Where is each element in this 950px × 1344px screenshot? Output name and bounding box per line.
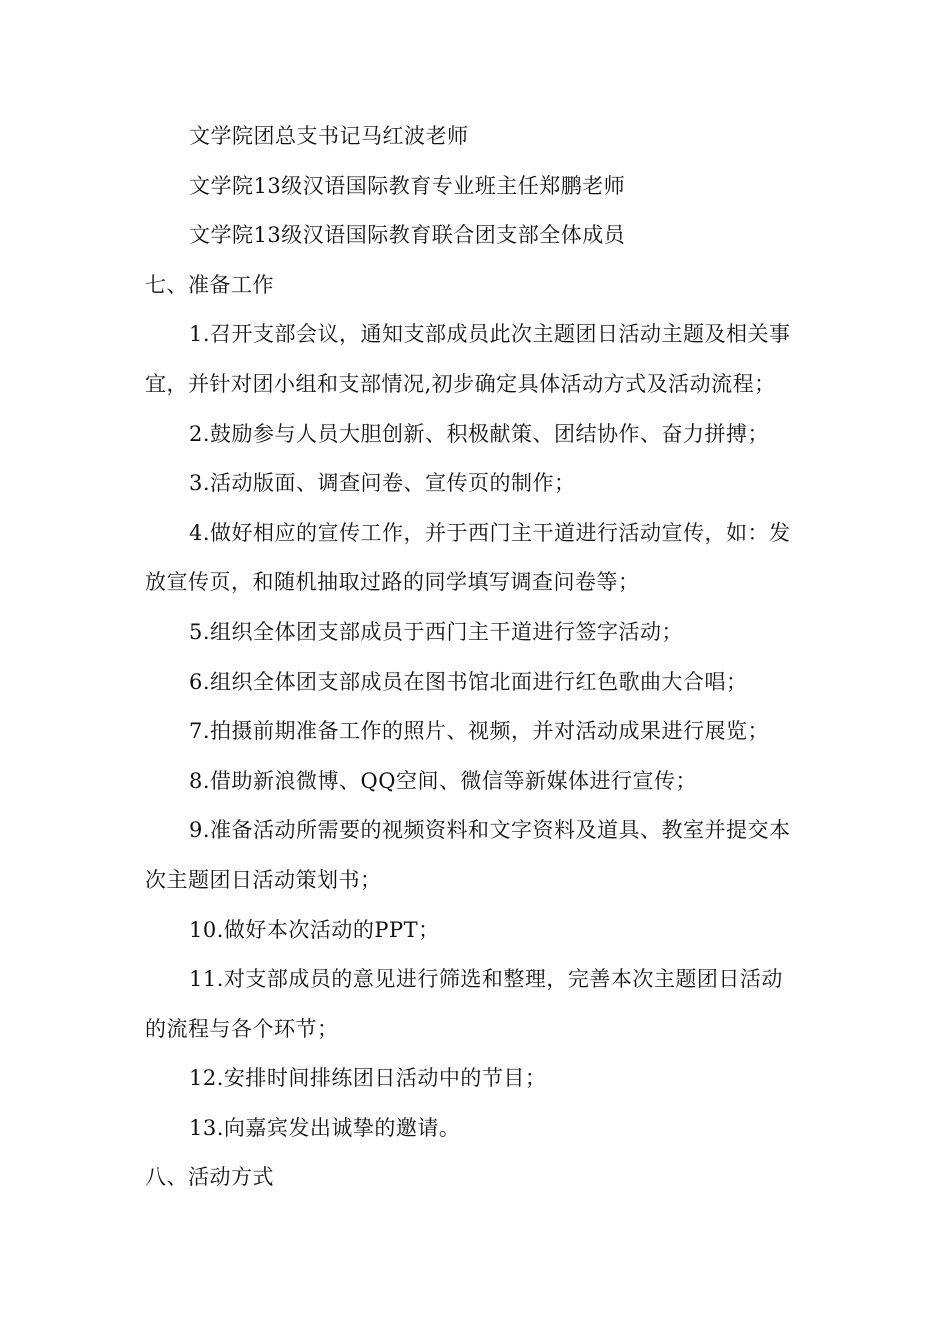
list-item-continuation: 次主题团日活动策划书；: [145, 867, 382, 892]
list-item: 11.对支部成员的意见进行筛选和整理，完善本次主题团日活动: [189, 967, 783, 992]
list-item-continuation: 放宣传页，和随机抽取过路的同学填写调查问卷等；: [145, 570, 640, 595]
section-heading: 八、活动方式: [145, 1165, 274, 1190]
list-item: 2.鼓励参与人员大胆创新、积极献策、团结协作、奋力拼搏；: [189, 421, 770, 446]
text-line: 文学院团总支书记马红波老师: [189, 124, 469, 148]
list-item: 13.向嘉宾发出诚挚的邀请。: [189, 1115, 461, 1140]
list-item: 8.借助新浪微博、QQ空间、微信等新媒体进行宣传；: [189, 768, 697, 793]
text-line: 文学院13级汉语国际教育专业班主任郑鹏老师: [189, 173, 626, 198]
list-item: 3.活动版面、调查问卷、宣传页的制作；: [189, 471, 576, 496]
text-line: 文学院13级汉语国际教育联合团支部全体成员: [189, 223, 626, 248]
list-item: 6.组织全体团支部成员在图书馆北面进行红色歌曲大合唱；: [189, 669, 748, 694]
list-item-continuation: 宜，并针对团小组和支部情况,初步确定具体活动方式及活动流程；: [145, 371, 776, 396]
list-item: 9.准备活动所需要的视频资料和文字资料及道具、教室并提交本: [189, 818, 791, 843]
document-body: [145, 112, 811, 1203]
list-item: 12.安排时间排练团日活动中的节目；: [189, 1066, 547, 1091]
list-item: 4.做好相应的宣传工作，并于西门主干道进行活动宣传，如：发: [189, 520, 791, 545]
list-item: 10.做好本次活动的PPT；: [189, 917, 440, 942]
list-item: 7.拍摄前期准备工作的照片、视频，并对活动成果进行展览；: [189, 719, 770, 744]
list-item: 5.组织全体团支部成员于西门主干道进行签字活动；: [189, 619, 684, 644]
list-item: 1.召开支部会议，通知支部成员此次主题团日活动主题及相关事: [189, 322, 791, 347]
list-item-continuation: 的流程与各个环节；: [145, 1016, 339, 1041]
section-heading: 七、准备工作: [145, 272, 274, 297]
